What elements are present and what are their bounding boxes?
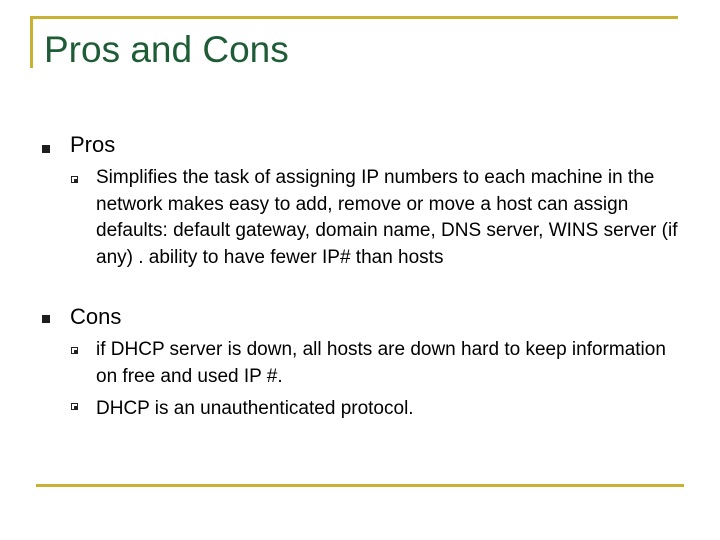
section-heading-pros: Pros	[70, 132, 116, 157]
cons-item-2: DHCP is an unauthenticated protocol.	[96, 398, 414, 419]
section-heading-cons: Cons	[70, 304, 122, 329]
slide-title: Pros and Cons	[44, 29, 289, 70]
hollow-square-bullet-icon	[71, 176, 78, 183]
title-frame-left-line	[30, 16, 33, 68]
square-bullet-icon	[42, 145, 50, 153]
hollow-square-bullet-icon	[71, 403, 78, 410]
square-bullet-icon	[42, 315, 50, 323]
hollow-square-bullet-icon	[71, 347, 78, 354]
title-frame-top-line	[30, 16, 678, 19]
cons-item-1: if DHCP server is down, all hosts are down hard to keep information on free and used IP #.	[96, 339, 666, 387]
footer-rule	[36, 484, 684, 487]
pros-item-1: Simplifies the task of assigning IP numbers to each machine in the network makes easy to add, remove or move a host can assign defaults: default gateway, domain name, DNS server, WINS server (if any) . ability to have fewer IP# than hosts	[96, 167, 678, 268]
